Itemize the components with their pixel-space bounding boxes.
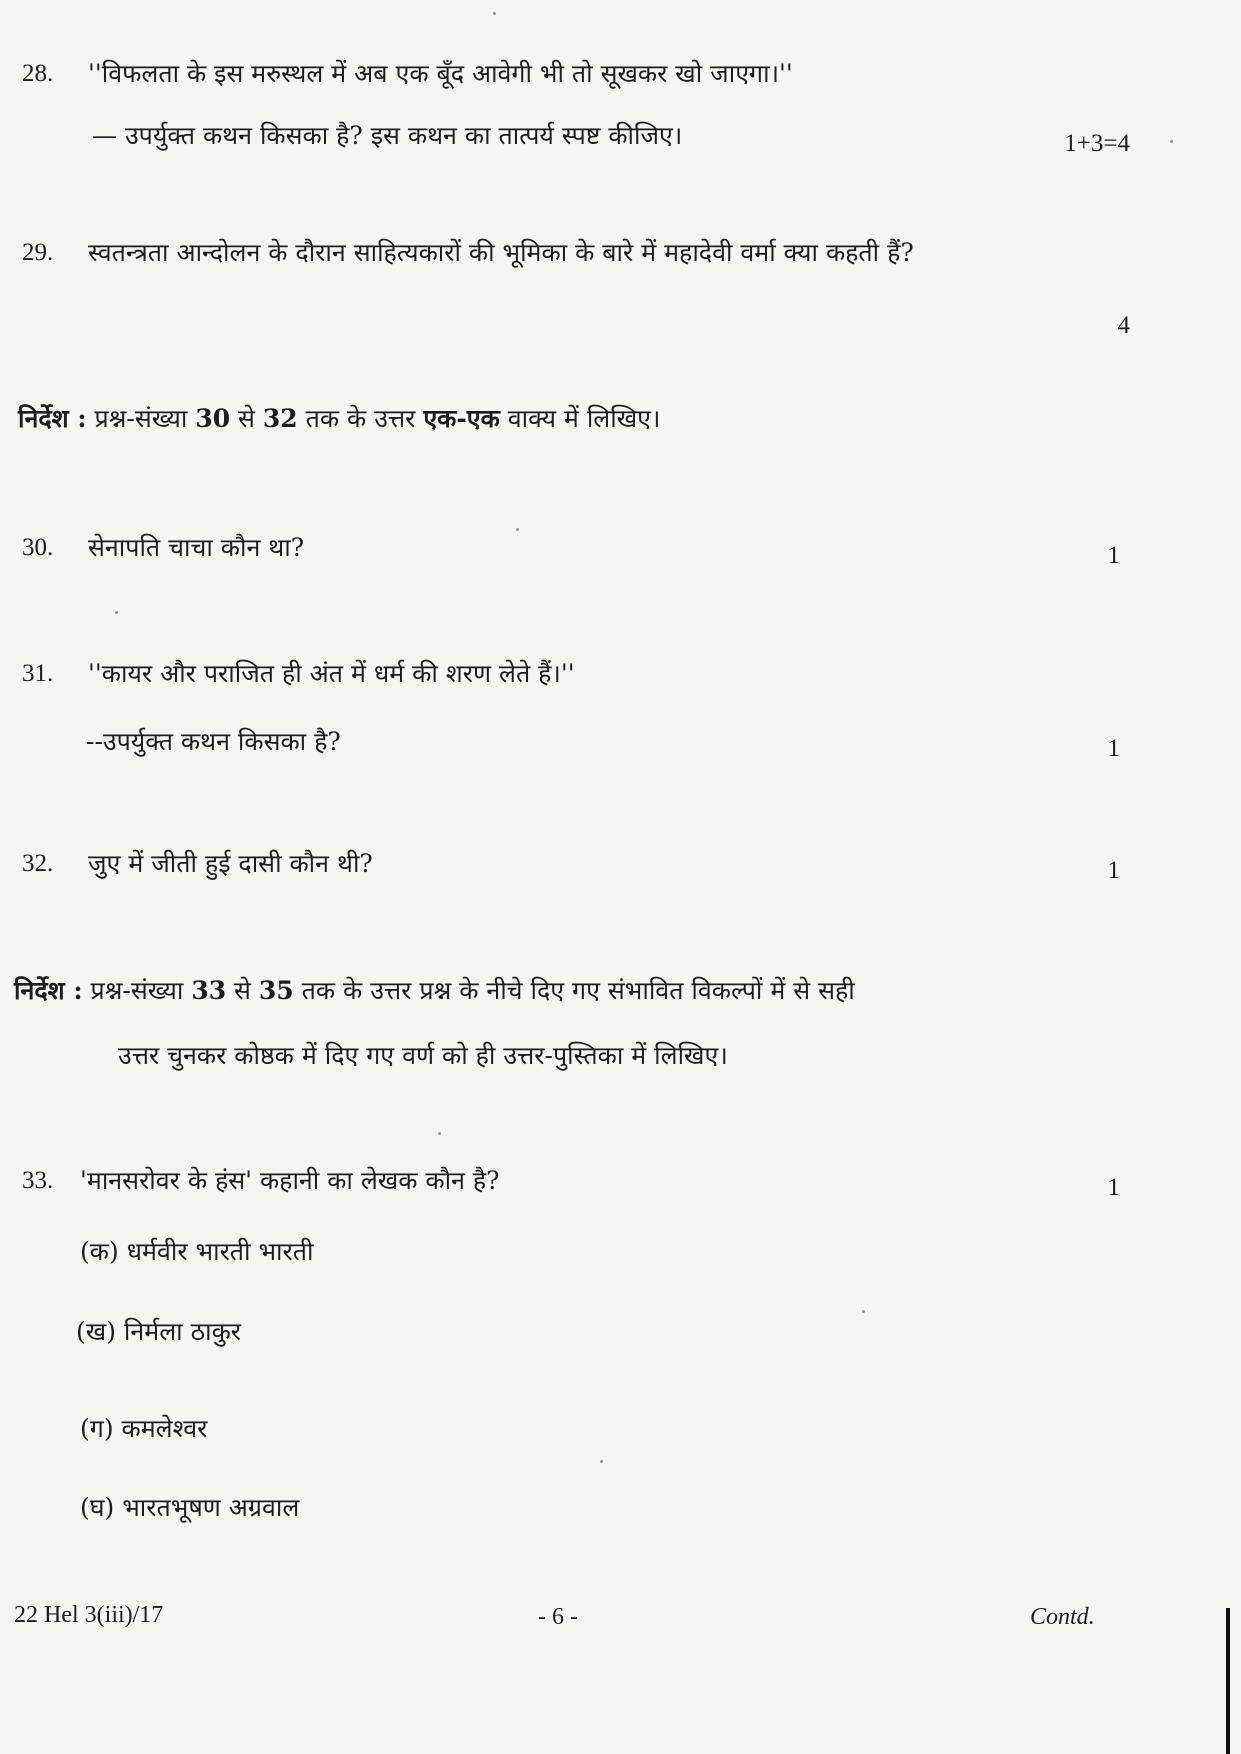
scan-speck bbox=[1170, 140, 1173, 143]
instruction-text: प्रश्न-संख्या bbox=[86, 404, 196, 433]
question-marks: 1 bbox=[1107, 542, 1120, 569]
instruction-text: तक के उत्तर bbox=[297, 404, 424, 433]
instruction-text: से bbox=[226, 976, 259, 1005]
option-ga: (ग) कमलेश्वर bbox=[80, 1414, 208, 1443]
scan-speck bbox=[115, 611, 118, 614]
question-number: 30. bbox=[22, 534, 54, 561]
instruction-number: 33 bbox=[191, 976, 227, 1005]
question-text: जुए में जीती हुई दासी कौन थी? bbox=[88, 849, 373, 878]
question-text: ''कायर और पराजित ही अंत में धर्म की शरण लेते हैं।'' bbox=[88, 659, 575, 688]
instruction-30-32 bbox=[18, 403, 660, 435]
scan-speck bbox=[600, 1460, 603, 1463]
question-marks: 1 bbox=[1107, 1174, 1120, 1201]
question-text: ''विफलता के इस मरुस्थल में अब एक बूँद आवेगी भी तो सूखकर खो जाएगा।'' bbox=[88, 59, 793, 88]
instruction-text: प्रश्न-संख्या bbox=[82, 976, 192, 1005]
question-number: 33. bbox=[22, 1167, 54, 1194]
question-marks: 4 bbox=[1117, 312, 1130, 339]
option-kha: (ख) निर्मला ठाकुर bbox=[76, 1317, 242, 1346]
page-number: - 6 - bbox=[538, 1604, 578, 1630]
question-subtext: — उपर्युक्त कथन किसका है? इस कथन का तात्पर्य स्पष्ट कीजिए। bbox=[92, 121, 683, 150]
instruction-text: से bbox=[230, 404, 263, 433]
scan-speck bbox=[516, 528, 519, 531]
instruction-text-continued: उत्तर चुनकर कोष्ठक में दिए गए वर्ण को ही उत्तर-पुस्तिका में लिखिए। bbox=[118, 1041, 728, 1070]
scan-speck bbox=[493, 12, 496, 15]
question-subtext: --उपर्युक्त कथन किसका है? bbox=[86, 727, 341, 756]
question-number: 31. bbox=[22, 660, 54, 687]
scan-speck bbox=[438, 1132, 441, 1135]
instruction-number: 32 bbox=[262, 404, 298, 433]
instruction-emphasis: एक-एक bbox=[423, 404, 500, 433]
question-number: 28. bbox=[22, 60, 54, 87]
question-marks: 1 bbox=[1107, 735, 1120, 762]
scan-edge-bar bbox=[1226, 1608, 1230, 1754]
scan-speck bbox=[862, 1310, 865, 1313]
instruction-number: 35 bbox=[258, 976, 294, 1005]
paper-code: 22 Hel 3(iii)/17 bbox=[14, 1602, 164, 1628]
instruction-text: वाक्य में लिखिए। bbox=[499, 404, 661, 433]
instruction-label: निर्देश : bbox=[18, 404, 87, 433]
question-text: 'मानसरोवर के हंस' कहानी का लेखक कौन है? bbox=[80, 1166, 500, 1195]
instruction-label: निर्देश : bbox=[14, 976, 83, 1005]
question-marks: 1+3=4 bbox=[1064, 130, 1130, 157]
instruction-text: तक के उत्तर प्रश्न के नीचे दिए गए संभावित विकल्पों में से सही bbox=[293, 976, 855, 1005]
question-number: 32. bbox=[22, 850, 54, 877]
option-gha: (घ) भारतभूषण अग्रवाल bbox=[80, 1493, 300, 1522]
question-text: स्वतन्त्रता आन्दोलन के दौरान साहित्यकारों की भूमिका के बारे में महादेवी वर्मा क्या कहती हैं? bbox=[88, 238, 914, 267]
instruction-33-35 bbox=[14, 975, 855, 1007]
continued-label: Contd. bbox=[1030, 1604, 1095, 1630]
question-number: 29. bbox=[22, 239, 54, 266]
option-ka: (क) धर्मवीर भारती भारती bbox=[80, 1237, 314, 1266]
question-marks: 1 bbox=[1107, 857, 1120, 884]
question-text: सेनापति चाचा कौन था? bbox=[88, 533, 305, 562]
instruction-number: 30 bbox=[195, 404, 231, 433]
